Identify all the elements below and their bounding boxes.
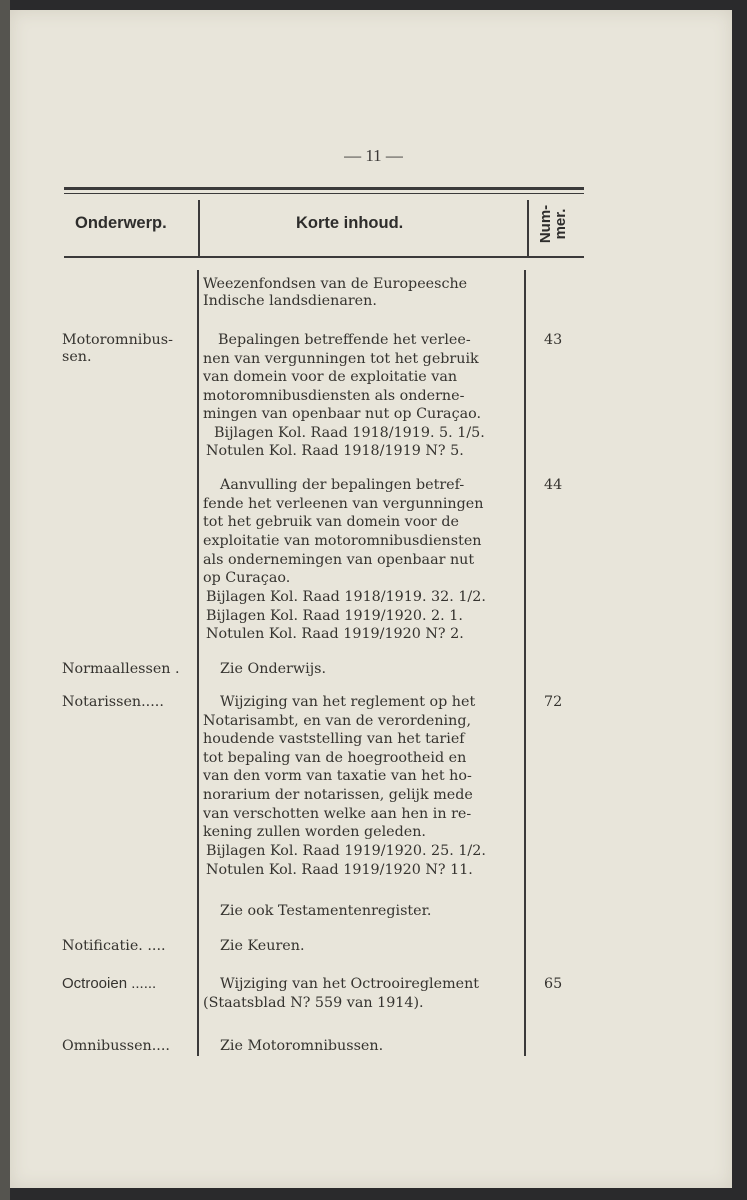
entry-subject: sen. (62, 349, 92, 365)
column-divider-left (197, 270, 199, 1056)
entry-text-line: (Staatsblad N? 559 van 1914). (203, 995, 424, 1011)
entry-text-line: Zie Onderwijs. (220, 661, 327, 677)
entry-subject: Notarissen..... (62, 694, 164, 710)
entry-text-line: Zie Motoromnibussen. (220, 1038, 384, 1054)
header-rule-thick (64, 187, 584, 190)
entry-text-line: Bepalingen betreffende het verlee- (218, 332, 471, 348)
entry-text-line: houdende vaststelling van het tarief (203, 731, 465, 747)
page-number: — 11 — (344, 146, 403, 165)
entry-subject: Omnibussen.... (62, 1038, 170, 1054)
entry-text-line: op Curaçao. (203, 570, 291, 586)
entry-text-line: Indische landsdienaren. (203, 293, 377, 309)
entry-text-line: fende het verleenen van vergunningen (203, 496, 484, 512)
entry-number: 44 (544, 477, 563, 493)
header-subject: Onderwerp. (75, 214, 167, 232)
entry-subject: Notificatie. .... (62, 938, 166, 954)
entry-number: 43 (544, 332, 563, 348)
entry-text-line: Zie Keuren. (220, 938, 305, 954)
entry-text-line: Weezenfondsen van de Europeesche (203, 276, 468, 292)
header-divider-2 (527, 200, 529, 256)
entry-text-line: mingen van openbaar nut op Curaçao. (203, 406, 482, 422)
entry-text-line: Bijlagen Kol. Raad 1919/1920. 25. 1/2. (206, 843, 486, 859)
header-divider-1 (198, 200, 200, 256)
entry-subject: Octrooien ...... (62, 975, 157, 992)
entry-text-line: nen van vergunningen tot het gebruik (203, 351, 479, 367)
header-content: Korte inhoud. (296, 214, 404, 232)
entry-text-line: motoromnibusdiensten als onderne- (203, 388, 465, 404)
entry-text-line: Notulen Kol. Raad 1919/1920 N? 2. (206, 626, 464, 642)
entry-text-line: Bijlagen Kol. Raad 1918/1919. 5. 1/5. (214, 425, 485, 441)
header-number-line1: Num- (537, 204, 554, 244)
entry-text-line: Notarisambt, en van de verordening, (203, 713, 472, 729)
header-number-line2: mer. (552, 208, 569, 240)
entry-number: 72 (544, 694, 563, 710)
header-rule-bottom (64, 256, 584, 258)
header-number (538, 205, 568, 243)
entry-subject: Motoromnibus- (62, 332, 173, 348)
entry-text-line: Wijziging van het Octrooireglement (220, 976, 480, 992)
entry-text-line: van den vorm van taxatie van het ho- (203, 768, 472, 784)
entry-text-line: kening zullen worden geleden. (203, 824, 426, 840)
entry-text-line: van verschotten welke aan hen in re- (203, 806, 472, 822)
column-divider-right (524, 270, 526, 1056)
entry-subject: Normaallessen . (62, 661, 180, 677)
entry-text-line: Zie ook Testamentenregister. (220, 903, 432, 919)
entry-text-line: exploitatie van motoromnibusdiensten (203, 533, 482, 549)
entry-text-line: Wijziging van het reglement op het (220, 694, 476, 710)
book-binding-edge (0, 0, 10, 1200)
header-rule-thin (64, 193, 584, 194)
entry-text-line: Notulen Kol. Raad 1918/1919 N? 5. (206, 443, 464, 459)
entry-text-line: norarium der notarissen, gelijk mede (203, 787, 473, 803)
entry-text-line: tot bepaling van de hoegrootheid en (203, 750, 467, 766)
entry-text-line: Bijlagen Kol. Raad 1918/1919. 32. 1/2. (206, 589, 486, 605)
entry-number: 65 (544, 976, 563, 992)
entry-text-line: Bijlagen Kol. Raad 1919/1920. 2. 1. (206, 608, 463, 624)
entry-text-line: als ondernemingen van openbaar nut (203, 552, 475, 568)
entry-text-line: Aanvulling der bepalingen betref- (220, 477, 465, 493)
entry-text-line: van domein voor de exploitatie van (203, 369, 458, 385)
entry-text-line: tot het gebruik van domein voor de (203, 514, 459, 530)
entry-text-line: Notulen Kol. Raad 1919/1920 N? 11. (206, 862, 473, 878)
